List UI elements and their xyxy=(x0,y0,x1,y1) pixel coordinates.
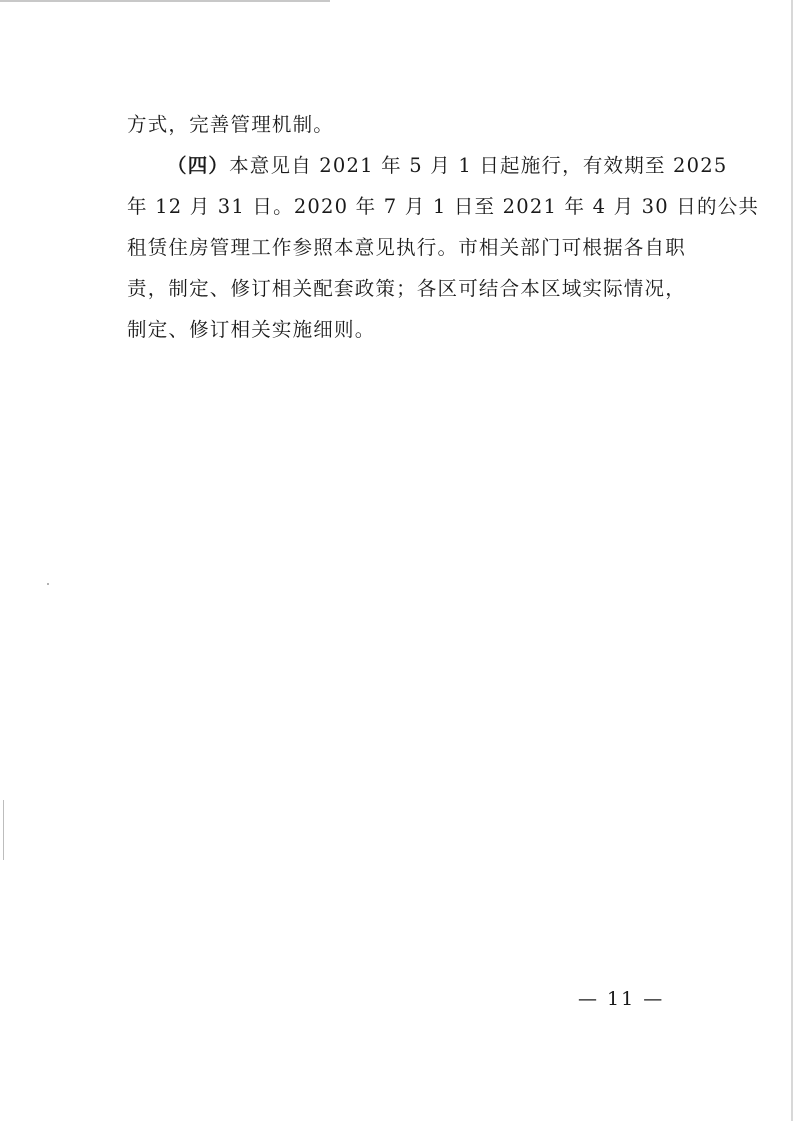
page-number: — 11 — xyxy=(578,988,665,1010)
text-line-3: 年 12 月 31 日。2020 年 7 月 1 日至 2021 年 4 月 30 日的公共 xyxy=(127,195,760,218)
text-line-6: 制定、修订相关实施细则。 xyxy=(127,318,376,341)
scan-edge-left xyxy=(3,800,4,860)
section-marker: （四） xyxy=(167,154,230,177)
text-line-2 xyxy=(127,145,728,186)
text-line-1: 方式，完善管理机制。 xyxy=(127,113,335,136)
scan-speck xyxy=(47,583,49,585)
text-line-5: 责，制定、修订相关配套政策；各区可结合本区域实际情况， xyxy=(127,277,686,300)
text-line-4: 租赁住房管理工作参照本意见执行。市相关部门可根据各自职 xyxy=(127,236,686,259)
body-text xyxy=(127,104,760,350)
scan-edge-top xyxy=(0,0,330,2)
text-line-2-content: 本意见自 2021 年 5 月 1 日起施行，有效期至 2025 xyxy=(229,154,728,177)
